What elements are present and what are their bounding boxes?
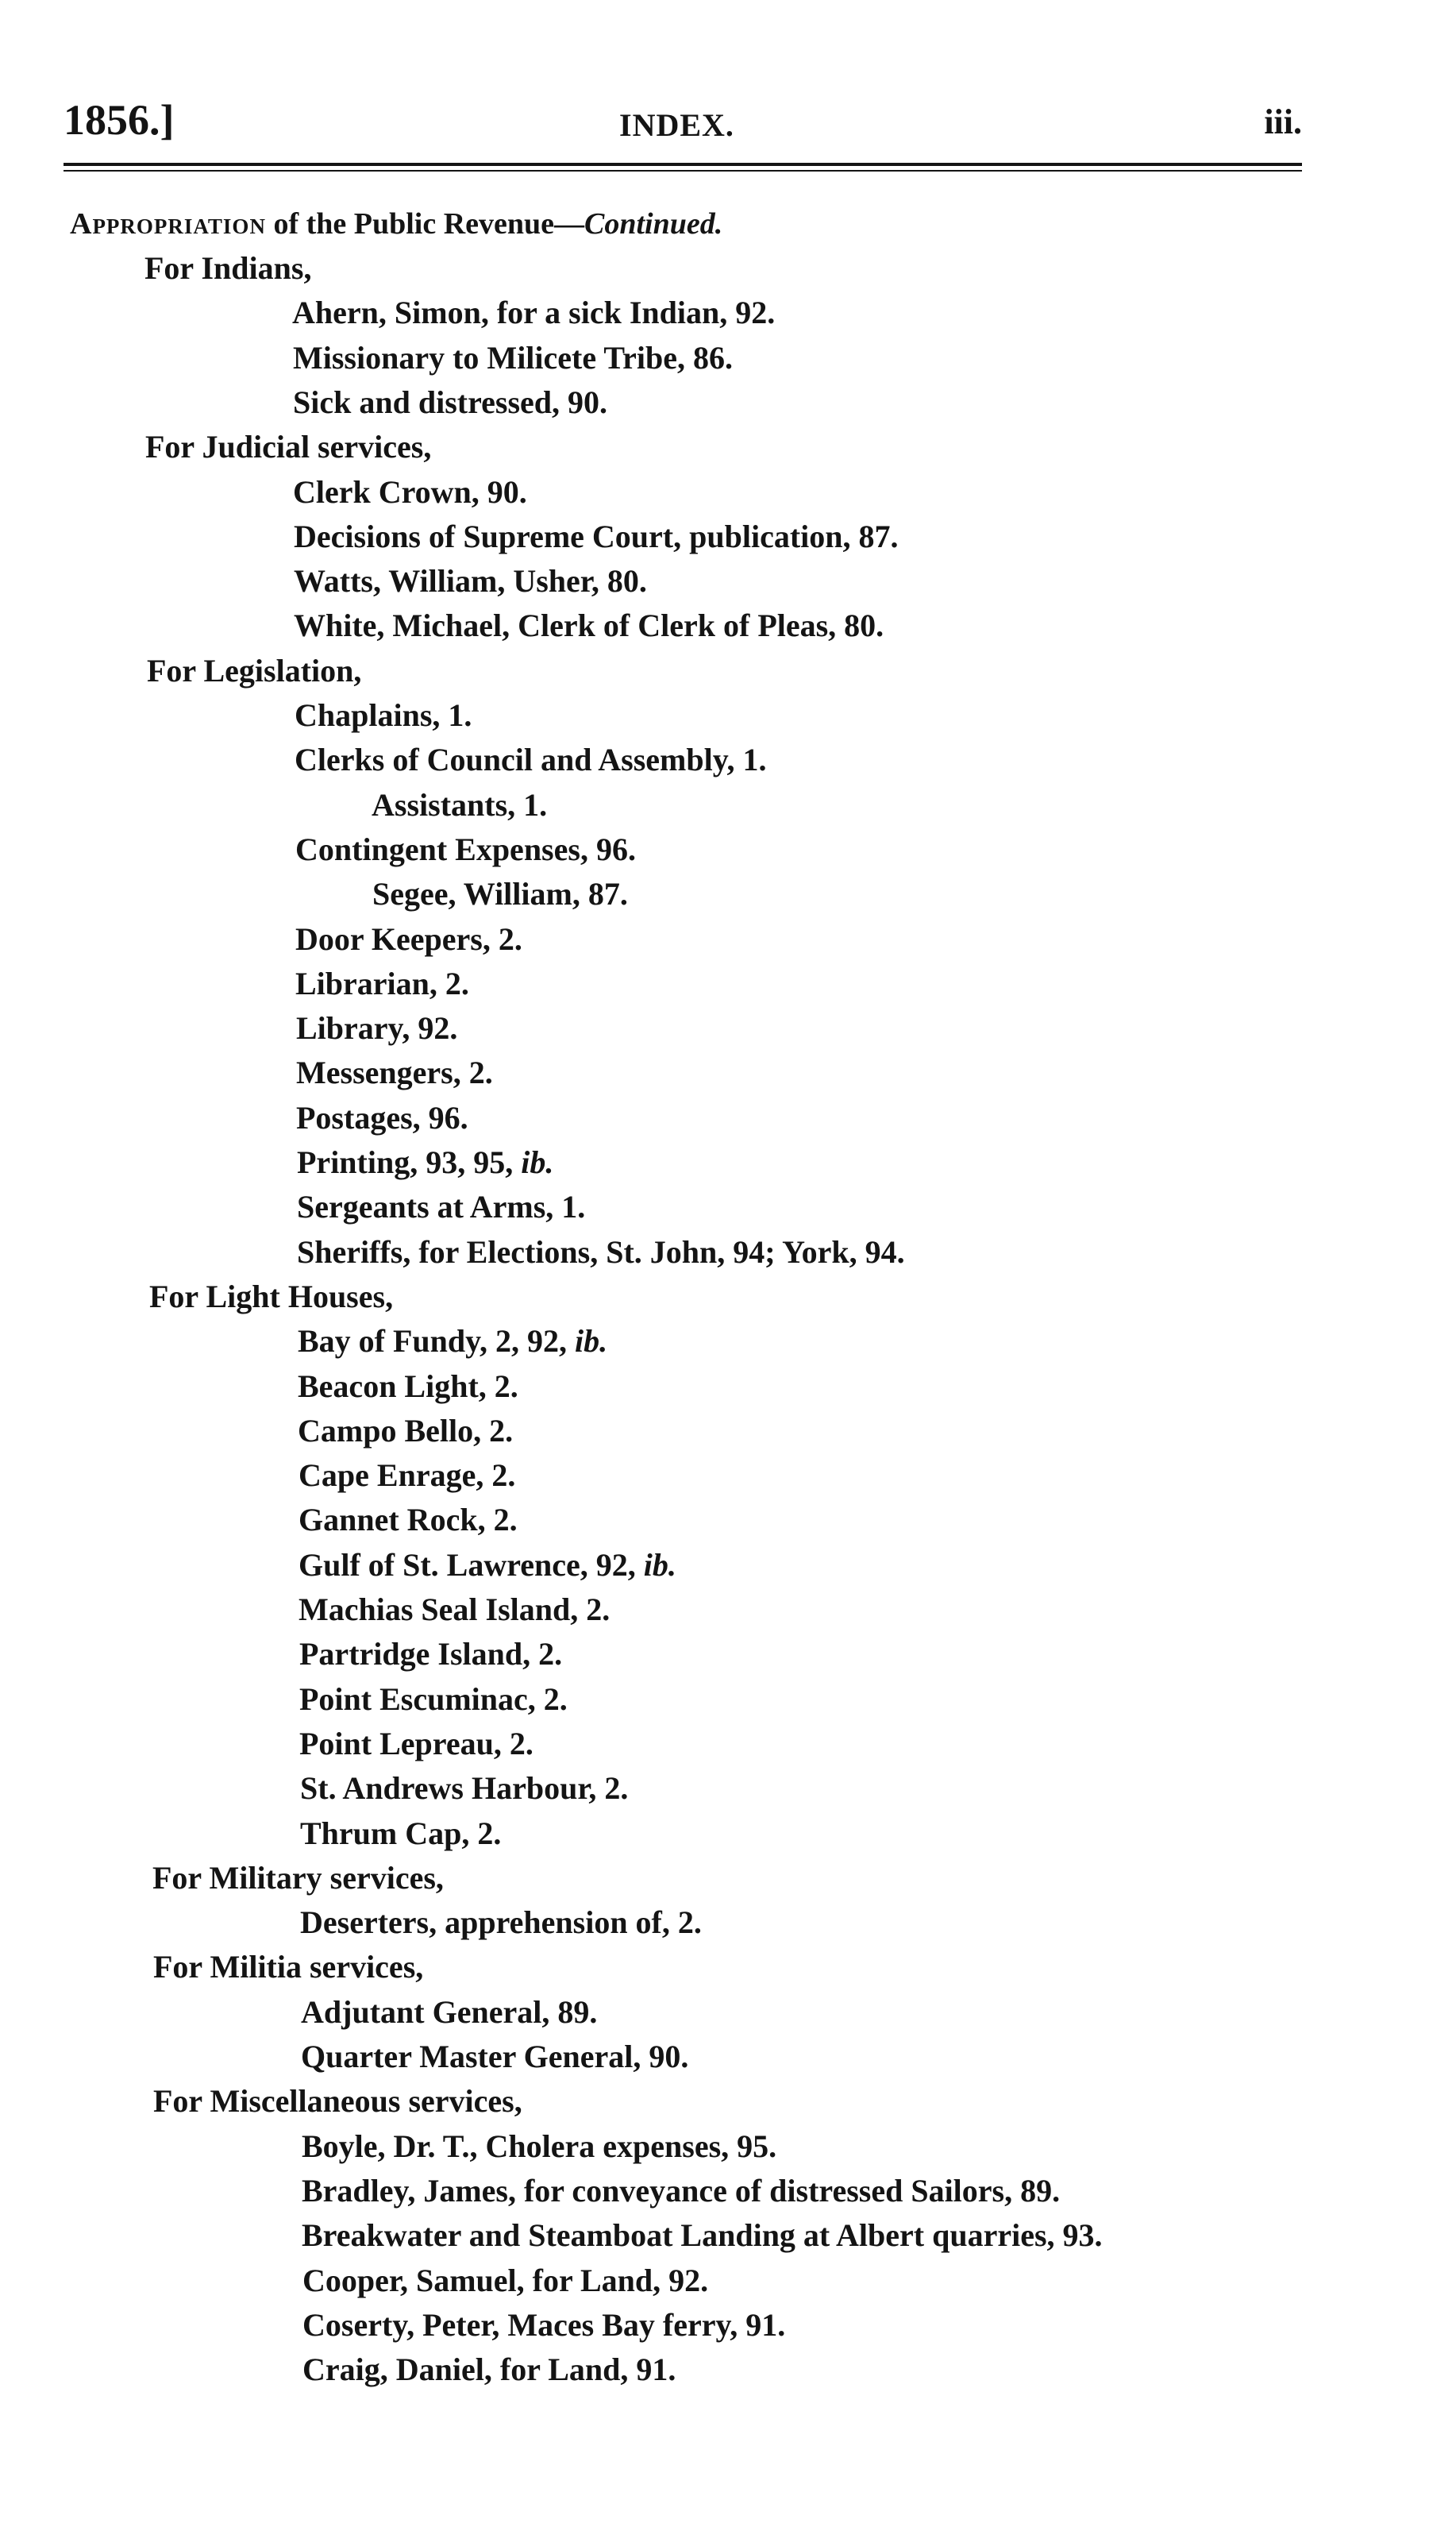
index-entry: [293, 339, 733, 377]
index-entry: [300, 1769, 628, 1807]
entry-ibid: ib.: [513, 1144, 554, 1180]
index-entry: [293, 384, 607, 422]
header-rule-thick: [64, 163, 1302, 166]
index-entry: [299, 1546, 676, 1584]
header-rule-thin: [64, 170, 1302, 172]
index-entry: [302, 2351, 676, 2389]
heading-continued: Continued.: [584, 207, 723, 241]
entry-text: Librarian, 2.: [295, 966, 469, 1001]
entry-text: For Military services,: [152, 1860, 444, 1896]
page-header: [64, 95, 1302, 167]
entry-text: Gulf of St. Lawrence, 92,: [299, 1547, 636, 1583]
entry-text: Deserters, apprehension of, 2.: [300, 1904, 702, 1940]
entry-text: Gannet Rock, 2.: [299, 1502, 518, 1537]
index-subheading: [145, 428, 431, 466]
index-entry: [295, 696, 472, 735]
index-entry: [297, 1233, 905, 1271]
entry-ibid: ib.: [566, 1323, 608, 1359]
entry-text: Door Keepers, 2.: [295, 921, 522, 957]
entry-text: Ahern, Simon, for a sick Indian, 92.: [292, 295, 776, 330]
index-subheading: [152, 1859, 444, 1897]
entry-text: For Militia services,: [153, 1949, 424, 1985]
index-entry: [293, 473, 527, 511]
index-entry: [372, 786, 547, 824]
entry-text: Bay of Fundy, 2, 92,: [298, 1323, 567, 1359]
index-entry: [296, 1099, 468, 1137]
entry-text: For Miscellaneous services,: [153, 2083, 522, 2119]
entry-text: Boyle, Dr. T., Cholera expenses, 95.: [302, 2128, 777, 2164]
index-entry: [300, 1904, 702, 1942]
index-subheading: [144, 249, 311, 287]
entry-text: Chaplains, 1.: [295, 697, 472, 733]
entry-text: Thrum Cap, 2.: [300, 1815, 502, 1851]
index-entry: [294, 607, 884, 645]
index-entry: [302, 2128, 776, 2166]
entry-text: Decisions of Supreme Court, publication, 87.: [294, 519, 899, 554]
entry-text: Quarter Master General, 90.: [301, 2039, 689, 2074]
entry-text: For Indians,: [144, 250, 312, 286]
entry-text: Watts, William, Usher, 80.: [294, 563, 647, 599]
header-title: INDEX.: [619, 107, 734, 143]
entry-text: Point Escuminac, 2.: [299, 1681, 568, 1717]
entry-text: Adjutant General, 89.: [301, 1994, 598, 2030]
index-entry: [299, 1456, 515, 1495]
index-entry: [295, 741, 767, 779]
index-entry: [295, 965, 469, 1003]
entry-text: Coserty, Peter, Maces Bay ferry, 91.: [302, 2307, 786, 2343]
entry-text: Campo Bello, 2.: [298, 1413, 514, 1449]
index-entry: [302, 2262, 708, 2300]
entry-text: White, Michael, Clerk of Clerk of Pleas, 80.: [294, 608, 884, 643]
index-entry: [301, 1993, 597, 2031]
entry-text: Segee, William, 87.: [372, 876, 628, 912]
index-entry: [296, 1009, 457, 1047]
index-subheading: [147, 652, 361, 690]
entry-text: St. Andrews Harbour, 2.: [300, 1770, 629, 1806]
entry-text: Contingent Expenses, 96.: [295, 831, 636, 867]
index-subheading: [153, 2082, 522, 2120]
index-heading: [70, 205, 722, 243]
entry-text: Messengers, 2.: [296, 1055, 493, 1090]
entry-text: Partridge Island, 2.: [299, 1636, 563, 1672]
index-entry: [299, 1501, 518, 1539]
entry-text: Printing, 93, 95,: [297, 1144, 514, 1180]
entry-text: For Judicial services,: [145, 429, 432, 465]
entry-text: For Light Houses,: [149, 1279, 394, 1314]
entry-text: Beacon Light, 2.: [298, 1368, 518, 1404]
entry-text: For Legislation,: [147, 653, 362, 689]
index-subheading: [153, 1948, 423, 1986]
index-entry: [296, 1054, 493, 1092]
entry-text: Craig, Daniel, for Land, 91.: [302, 2351, 676, 2387]
entry-text: Breakwater and Steamboat Landing at Albert quarries, 93.: [302, 2217, 1103, 2253]
index-entry: [294, 562, 647, 600]
entry-text: Cooper, Samuel, for Land, 92.: [302, 2263, 709, 2298]
heading-term: Appropriation: [70, 207, 266, 241]
index-entry: [302, 2172, 1060, 2210]
index-entry: [299, 1635, 562, 1673]
entry-text: Cape Enrage, 2.: [299, 1457, 516, 1493]
entry-text: Machias Seal Island, 2.: [299, 1591, 611, 1627]
index-entry: [301, 2038, 688, 2076]
index-entry: [298, 1368, 518, 1406]
header-year: 1856.]: [64, 96, 175, 144]
index-entry: [295, 920, 522, 959]
entry-text: Bradley, James, for conveyance of distressed Sailors, 89.: [302, 2173, 1061, 2209]
entry-text: Sergeants at Arms, 1.: [297, 1189, 586, 1225]
entry-text: Library, 92.: [296, 1010, 458, 1046]
index-entry: [292, 294, 775, 332]
entry-text: Sheriffs, for Elections, St. John, 94; York, 94.: [297, 1234, 905, 1270]
index-entry: [298, 1322, 607, 1360]
index-entry: [295, 831, 636, 869]
entry-text: Assistants, 1.: [372, 787, 548, 823]
index-entry: [294, 518, 899, 556]
index-entry: [299, 1591, 610, 1629]
index-entry: [300, 1815, 501, 1853]
heading-rest: of the Public Revenue—: [265, 207, 585, 241]
index-entry: [299, 1680, 568, 1719]
entry-text: Clerk Crown, 90.: [293, 474, 527, 510]
index-subheading: [149, 1278, 393, 1316]
index-entry: [302, 2306, 785, 2344]
index-entry: [302, 2216, 1103, 2255]
header-page-number: iii.: [1264, 102, 1302, 141]
entry-text: Sick and distressed, 90.: [293, 384, 608, 420]
index-entry: [298, 1412, 513, 1450]
entry-text: Point Lepreau, 2.: [299, 1726, 533, 1761]
index-entry: [299, 1725, 533, 1763]
entry-text: Clerks of Council and Assembly, 1.: [295, 742, 767, 777]
entry-ibid: ib.: [635, 1547, 676, 1583]
entry-text: Postages, 96.: [296, 1100, 468, 1136]
entry-text: Missionary to Milicete Tribe, 86.: [293, 340, 733, 376]
index-entry: [297, 1144, 553, 1182]
index-entry: [372, 875, 628, 913]
index-entry: [297, 1188, 585, 1226]
